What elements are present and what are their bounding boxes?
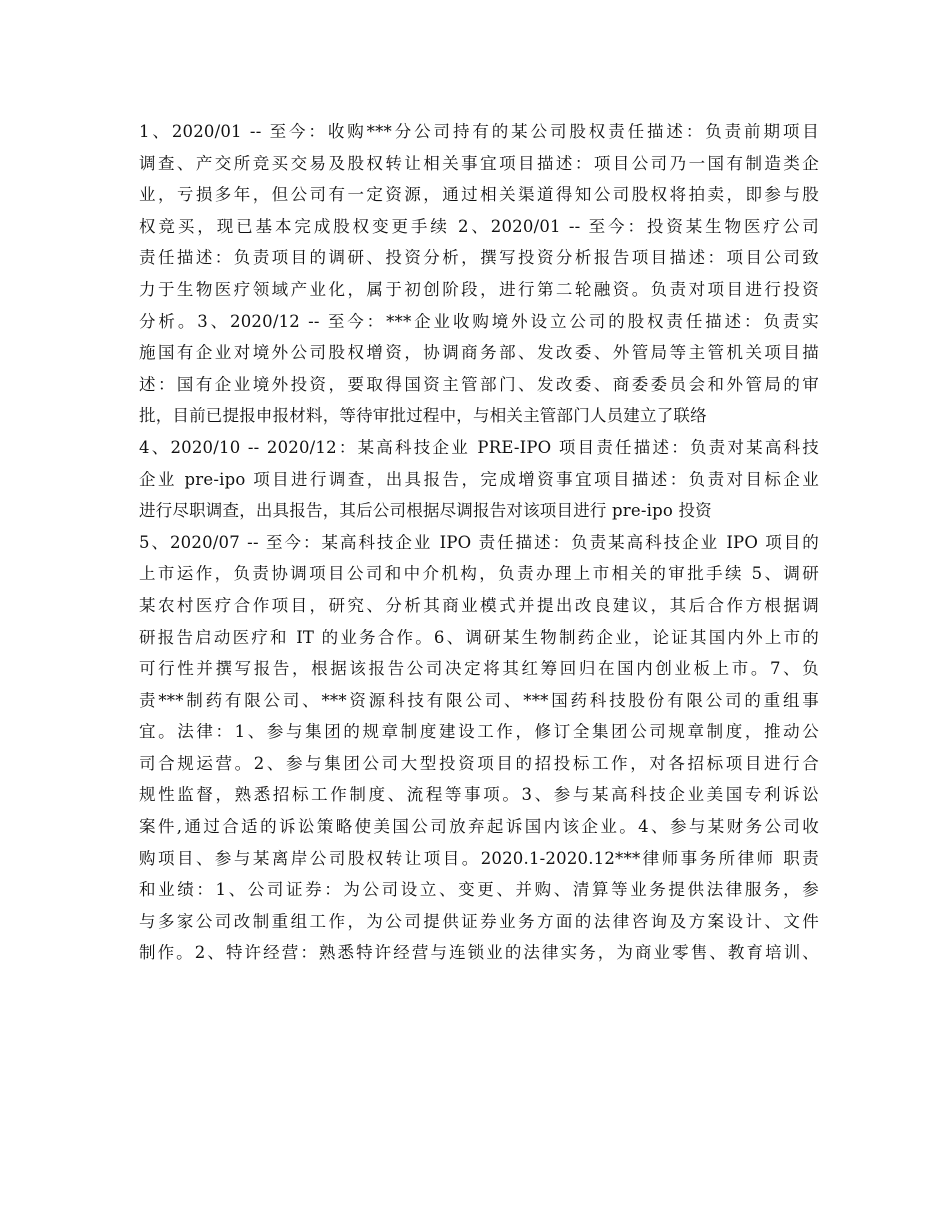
text-line: 施国有企业对境外公司股权增资，协调商务部、发改委、外管局等主管机关项目描 [139,343,819,363]
text-line: 购项目、参与某离岸公司股权转让项目。2020.1-2020.12***律师事务所律师 职责 [139,848,819,868]
text-line: 述：国有企业境外投资，要取得国资主管部门、发改委、商委委员会和外管局的审 [139,374,819,394]
text-line: 5、2020/07 -- 至今：某高科技企业 IPO 责任描述：负责某高科技企业 IPO 项目的 [139,532,819,552]
text-line: 力于生物医疗领域产业化，属于初创阶段，进行第二轮融资。负责对项目进行投资 [139,279,819,299]
text-line: 宜。法律：1、参与集团的规章制度建设工作，修订全集团公司规章制度，推动公 [139,722,819,742]
document-body [139,116,819,969]
text-line: 可行性并撰写报告，根据该报告公司决定将其红筹回归在国内创业板上市。7、负 [139,659,819,679]
text-line: 责***制药有限公司、***资源科技有限公司、***国药科技股份有限公司的重组事 [139,690,819,710]
text-line: 和业绩：1、公司证券：为公司设立、变更、并购、清算等业务提供法律服务，参 [139,880,819,900]
text-line: 研报告启动医疗和 IT 的业务合作。6、调研某生物制药企业，论证其国内外上市的 [139,627,819,647]
text-line: 上市运作，负责协调项目公司和中介机构，负责办理上市相关的审批手续 5、调研 [139,564,819,584]
text-line: 责任描述：负责项目的调研、投资分析，撰写投资分析报告项目描述：项目公司致 [139,248,819,268]
text-line: 进行尽职调查，出具报告，其后公司根据尽调报告对该项目进行 pre-ipo 投资 [139,501,712,521]
text-line: 制作。2、特许经营：熟悉特许经营与连锁业的法律实务，为商业零售、教育培训、 [139,943,819,963]
text-line: 调查、产交所竞买交易及股权转让相关事宜项目描述：项目公司乃一国有制造类企 [139,153,819,173]
text-line: 案件,通过合适的诉讼策略使美国公司放弃起诉国内该企业。4、参与某财务公司收 [139,817,819,837]
text-line: 规性监督，熟悉招标工作制度、流程等事项。3、参与某高科技企业美国专利诉讼 [139,785,819,805]
text-line: 与多家公司改制重组工作，为公司提供证券业务方面的法律咨询及方案设计、文件 [139,911,819,931]
text-line: 1、2020/01 -- 至今：收购***分公司持有的某公司股权责任描述：负责前期项目 [139,122,819,141]
text-line: 分析。3、2020/12 -- 至今：***企业收购境外设立公司的股权责任描述：负责实 [139,311,819,331]
text-line: 批，目前已提报申报材料，等待审批过程中，与相关主管部门人员建立了联络 [139,406,707,426]
text-line: 司合规运营。2、参与集团公司大型投资项目的招投标工作，对各招标项目进行合 [139,753,819,773]
text-line: 4、2020/10 -- 2020/12：某高科技企业 PRE-IPO 项目责任描述：负责对某高科技 [139,437,819,457]
text-line: 权竞买，现已基本完成股权变更手续 2、2020/01 -- 至今：投资某生物医疗公司 [139,216,819,236]
text-line: 业，亏损多年，但公司有一定资源，通过相关渠道得知公司股权将拍卖，即参与股 [139,185,819,205]
text-line: 企业 pre-ipo 项目进行调查，出具报告，完成增资事宜项目描述：负责对目标企业 [139,469,819,489]
text-line: 某农村医疗合作项目，研究、分析其商业模式并提出改良建议，其后合作方根据调 [139,595,819,615]
